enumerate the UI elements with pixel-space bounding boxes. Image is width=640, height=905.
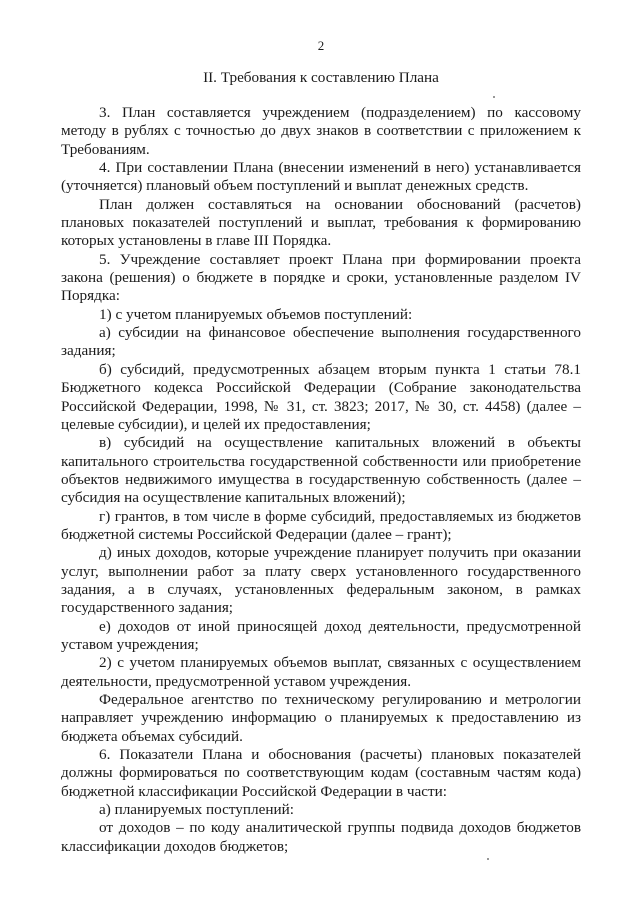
body-text: [61, 104, 581, 856]
scan-speck: [487, 858, 489, 860]
paragraph-3: 3. План составляется учреждением (подразделением) по кассовому методу в рублях с точностью до двух знаков в соответствии с приложением к Требованиям.: [61, 104, 581, 158]
paragraph-6: 6. Показатели Плана и обоснования (расчеты) плановых показателей должны формироваться по соответствующим кодам (составным частям кода) бюджетной классификации Российской Федерации в части:: [61, 746, 581, 800]
section-title: II. Требования к составлению Плана: [203, 69, 439, 86]
scan-speck: [493, 96, 495, 98]
paragraph-5-1-e: е) доходов от иной приносящей доход деятельности, предусмотренной уставом учреждения;: [61, 617, 581, 653]
paragraph-5-1-d: д) иных доходов, которые учреждение планирует получить при оказании услуг, выполнении работ за плату сверх установленного государственного задания, а в случаях, установленных федеральным законом, в рамках государственного задания;: [61, 544, 581, 617]
paragraph-5-1-v: в) субсидий на осуществление капитальных вложений в объекты капитального строительства государственной собственности или приобретение объектов недвижимого имущества в государственную собственность (далее – субсидия на осуществление капитальных вложений);: [61, 434, 581, 507]
paragraph-4: 4. При составлении Плана (внесении изменений в него) устанавливается (уточняется) плановый объем поступлений и выплат денежных средств.: [61, 159, 581, 195]
paragraph-5-1: 1) с учетом планируемых объемов поступлений:: [99, 305, 413, 323]
paragraph-plan-basis: План должен составляться на основании обоснований (расчетов) плановых показателей поступлений и выплат, требования к формированию которых установлены в главе III Порядка.: [61, 195, 581, 250]
paragraph-5: 5. Учреждение составляет проект Плана при формировании проекта закона (решения) о бюджете в порядке и сроки, установленные разделом IV Порядка:: [61, 250, 581, 305]
paragraph-5-2: 2) с учетом планируемых объемов выплат, связанных с осуществлением деятельности, предусмотренной уставом учреждения.: [61, 654, 581, 690]
paragraph-5-1-a: а) субсидии на финансовое обеспечение выполнения государственного задания;: [61, 324, 581, 360]
paragraph-5-1-g: г) грантов, в том числе в форме субсидий, предоставляемых из бюджетов бюджетной системы Российской Федерации (далее – грант);: [61, 507, 581, 543]
page-number: 2: [317, 38, 325, 53]
page-content: [61, 0, 581, 905]
paragraph-6-a-revenue: от доходов – по коду аналитической группы подвида доходов бюджетов классификации доходов бюджетов;: [61, 819, 581, 855]
paragraph-agency: Федеральное агентство по техническому регулированию и метрологии направляет учреждению информацию о планируемых к предоставлению из бюджета объемах субсидий.: [61, 691, 581, 745]
paragraph-5-1-b: б) субсидий, предусмотренных абзацем вторым пункта 1 статьи 78.1 Бюджетного кодекса Российской Федерации (Собрание законодательства Российской Федерации, 1998, № 31, ст. 3823; 2017, № 30, ст. 4458) (далее – целевые субсидии), и целей их предоставления;: [61, 360, 581, 433]
paragraph-6-a: а) планируемых поступлений:: [99, 801, 294, 819]
